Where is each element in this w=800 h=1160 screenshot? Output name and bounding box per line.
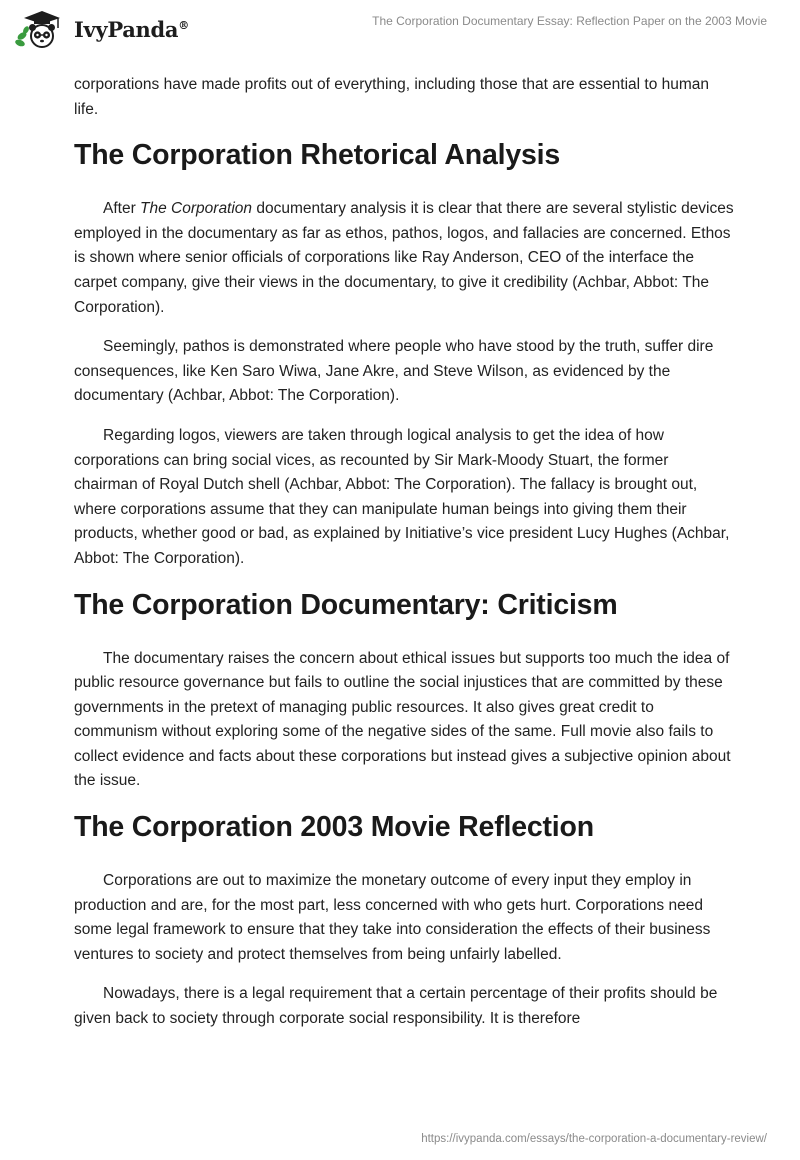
brand-name: IvyPanda® [74, 16, 189, 42]
document-title: The Corporation Documentary Essay: Reflection Paper on the 2003 Movie [372, 14, 767, 28]
paragraph-criticism: The documentary raises the concern about ethical issues but supports too much the idea of public resource governance but fails to outline the social injustices that are committed by these governments in the pretext of managing public resources. It also gives great credit to communism without exploring some of the negative sides of the same. Full movie also fails to collect evidence and facts about these corporations but instead gives a subjective opinion about the issue. [74, 649, 731, 790]
film-title-italic: The Corporation [140, 200, 253, 218]
paragraph-ethos: After The Corporation documentary analysis it is clear that there are several stylistic devices employed in the documentary as far as ethos, pathos, logos, and fallacies are concerned. Ethos is shown where senior officials of corporations like Ray Anderson, CEO of the interface the carpet company, give their views in the documentary, to give it credibility (Achbar, Abbot: The Corporation). [74, 200, 734, 316]
panda-graduate-icon [14, 8, 70, 50]
article-body [74, 73, 734, 1047]
heading-movie-reflection: The Corporation 2003 Movie Reflection [74, 811, 594, 844]
paragraph-reflection-2: Nowadays, there is a legal requirement that a certain percentage of their profits should be given back to society through corporate social responsibility. It is therefore [74, 985, 718, 1028]
source-url[interactable]: https://ivypanda.com/essays/the-corporation-a-documentary-review/ [421, 1133, 767, 1145]
paragraph-pathos: Seemingly, pathos is demonstrated where people who have stood by the truth, suffer dire consequences, like Ken Saro Wiwa, Jane Akre, and Steve Wilson, as evidenced by the documentary (Achbar, Abbot: The Corporation). [74, 338, 714, 405]
page-header [0, 0, 800, 70]
paragraph-intro: corporations have made profits out of everything, including those that are essential to human life. [74, 76, 710, 118]
paragraph-logos: Regarding logos, viewers are taken through logical analysis to get the idea of how corporations can bring social vices, as recounted by Sir Mark-Moody Stuart, the former chairman of Royal Dutch shell (Achbar, Abbot: The Corporation). The fallacy is brought out, where corporations assume that they can manipulate human beings into giving them their products, whether good or bad, as explained by Initiative’s vice president Lucy Hughes (Achbar, Abbot: The Corporation). [74, 426, 730, 567]
ivypanda-logo[interactable] [14, 8, 189, 50]
paragraph-reflection-1: Corporations are out to maximize the monetary outcome of every input they employ in production and are, for the most part, less concerned with who gets hurt. Corporations need some legal framework to ensure that they take into consideration the effects of their business ventures to society and protect themselves from being unfairly labelled. [74, 872, 711, 963]
heading-rhetorical-analysis: The Corporation Rhetorical Analysis [74, 139, 561, 172]
heading-criticism: The Corporation Documentary: Criticism [74, 588, 618, 621]
